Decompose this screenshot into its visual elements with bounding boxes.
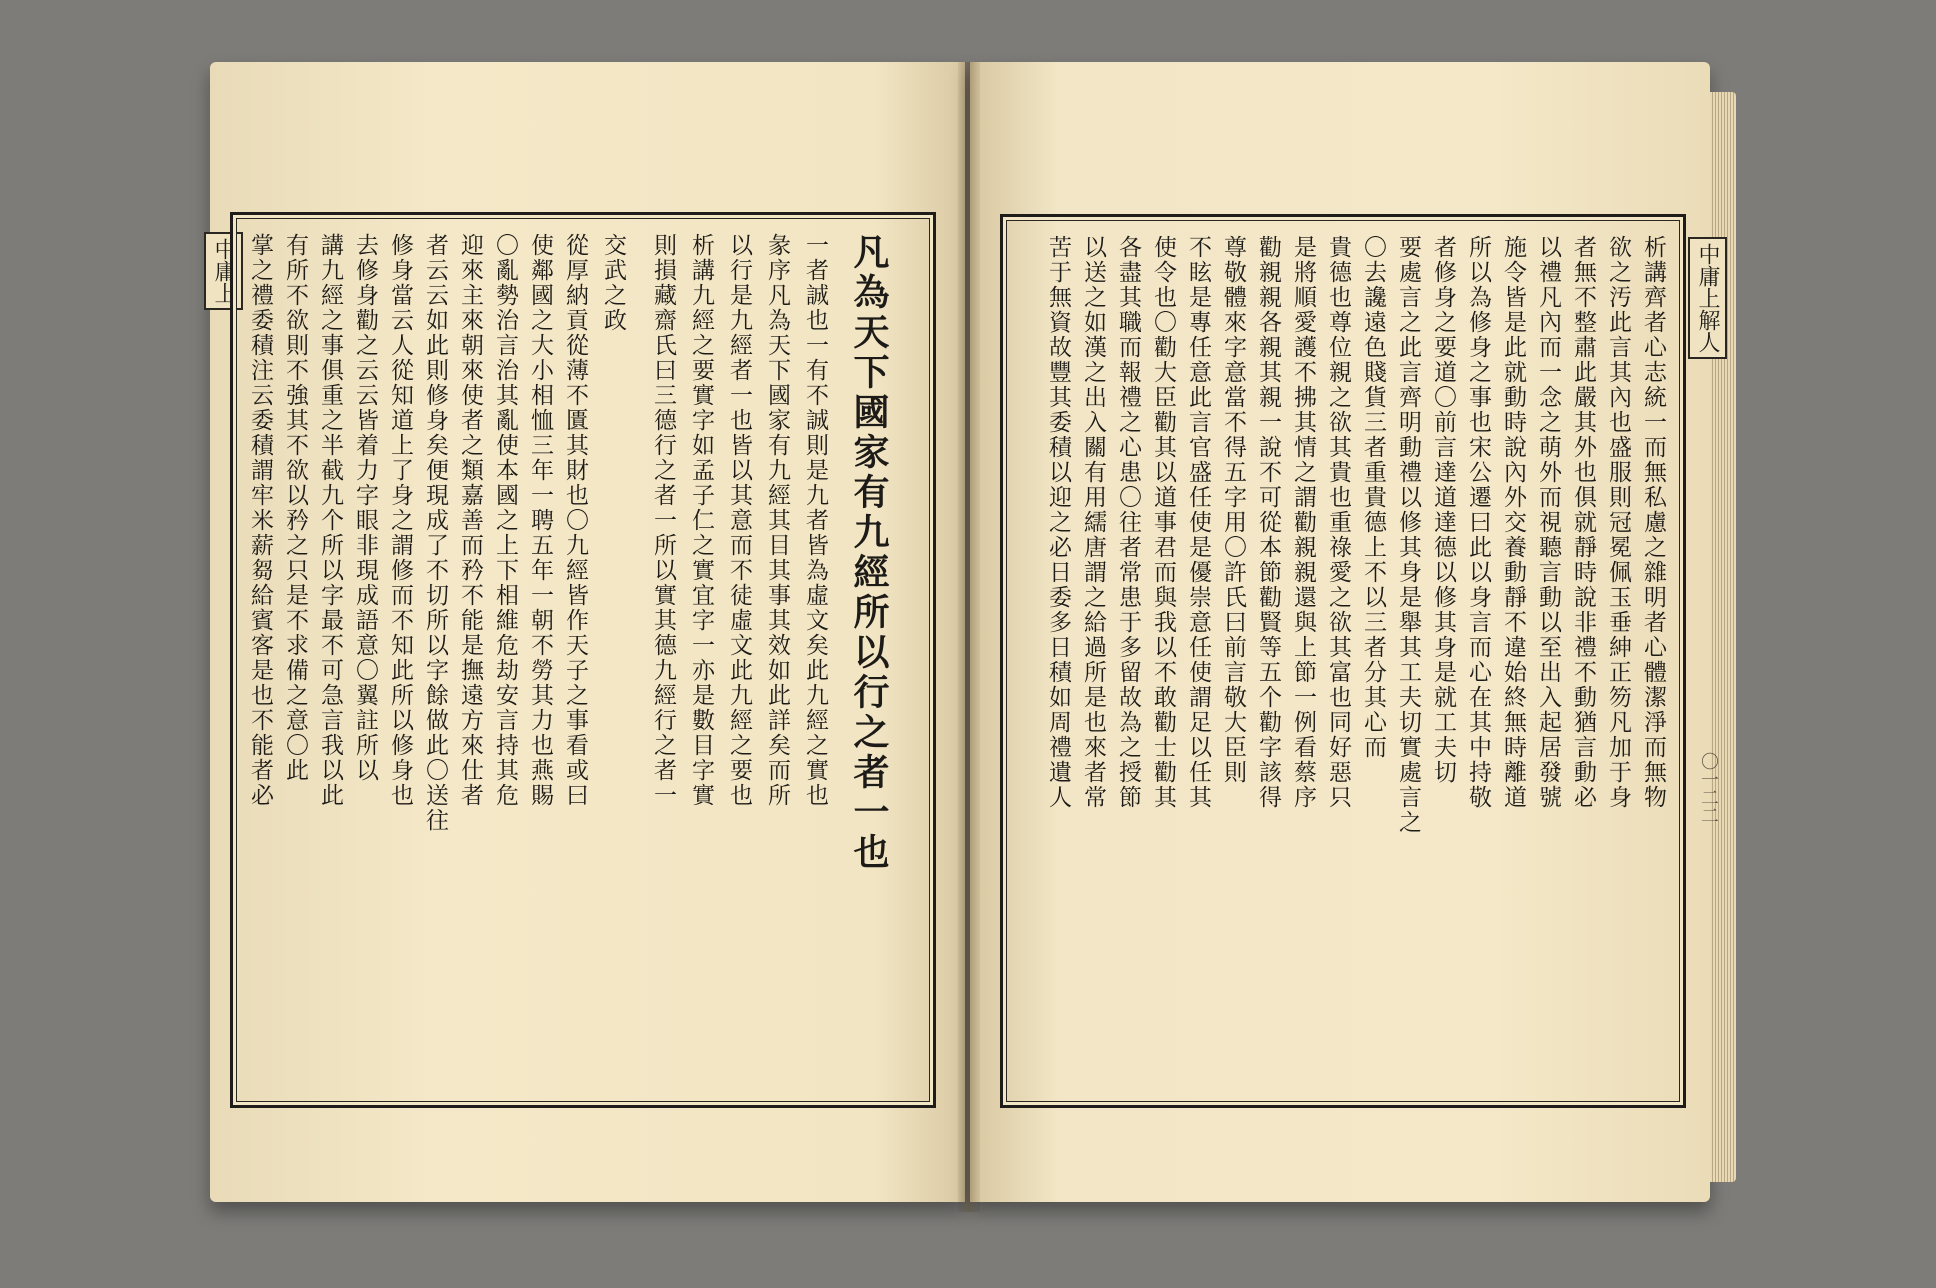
text-column: 施令皆是此就動時說內外交養動靜不違始終無時離道	[1500, 235, 1526, 810]
text-column: 使令也〇勸大臣勸其以道事君而與我以不敢勸士勸其	[1150, 235, 1176, 810]
text-column: 交武之政	[600, 233, 626, 333]
text-column: 各盡其職而報禮之心患〇往者常患于多留故為之授節	[1115, 235, 1141, 810]
text-column: 掌之禮委積注云委積謂牢米薪芻給賓客是也不能者必	[247, 233, 273, 808]
book-gutter	[958, 62, 980, 1212]
open-book	[210, 62, 1730, 1237]
right-page-tab: 中庸上解人	[1688, 237, 1727, 359]
text-column: 修身當云人從知道上了身之謂修而不知此所以修身也	[387, 233, 413, 808]
text-column: 貴德也尊位親之欲其貴也重祿愛之欲其富也同好惡只	[1325, 235, 1351, 810]
text-column: 〇去讒遠色賤貨三者重貴德上不以三者分其心而	[1360, 235, 1386, 760]
text-column: 者無不整肅此嚴其外也俱就靜時說非禮不動猶言動必	[1570, 235, 1596, 810]
text-column: 是將順愛護不拂其情之謂勸親親還與上節一例看蔡序	[1290, 235, 1316, 810]
text-column: 尊敬體來字意當不得五字用〇許氏曰前言敬大臣則	[1220, 235, 1246, 785]
text-column: 所以為修身之事也宋公遷曰此以身言而心在其中持敬	[1465, 235, 1491, 810]
text-column: 欲之汚此言其內也盛服則冠冕佩玉垂紳正笏凡加于身	[1605, 235, 1631, 810]
left-text-frame	[230, 212, 936, 1108]
text-column: 迎來主來朝來使者之類嘉善而矜不能是撫遠方來仕者	[457, 233, 483, 808]
text-column: 以送之如漢之出入關有用繻唐謂之給過所是也來者常	[1080, 235, 1106, 810]
text-column: 不眩是專任意此言官盛任使是優崇意任使謂足以任其	[1185, 235, 1211, 810]
text-column: 要處言之此言齊明動禮以修其身是舉其工夫切實處言之	[1395, 235, 1421, 835]
text-column: 去修身勸之云云皆着力字眼非現成語意〇翼註所以	[352, 233, 378, 783]
margin-stamp: 〇一二二	[1698, 752, 1719, 824]
text-column: 者云云如此則修身矣便現成了不切所以字餘做此〇送往	[422, 233, 448, 833]
text-column: 有所不欲則不強其不欲以矜之只是不求備之意〇此	[282, 233, 308, 783]
text-column: 苦于無資故豐其委積以迎之必日委多日積如周禮遺人	[1045, 235, 1071, 810]
text-column: 彖序凡為天下國家有九經其目其事其效如此詳矣而所	[764, 233, 790, 808]
text-column: 勸親親各親其親一說不可從本節勸賢等五个勸字該得	[1255, 235, 1281, 810]
text-column: 〇亂勢治言治其亂使本國之上下相維危劫安言持其危	[492, 233, 518, 808]
text-column: 析講九經之要實字如孟子仁之實宜字一亦是數目字實	[688, 233, 714, 808]
right-text-frame	[1000, 214, 1686, 1108]
text-column: 析講齊者心志統一而無私慮之雜明者心體潔淨而無物	[1640, 235, 1666, 810]
text-column: 使鄰國之大小相恤三年一聘五年一朝不勞其力也燕賜	[527, 233, 553, 808]
text-column: 以行是九經者一也皆以其意而不徒虛文此九經之要也	[726, 233, 752, 808]
text-column: 以禮凡內而一念之萌外而視聽言動以至出入起居發號	[1535, 235, 1561, 810]
left-page-tab: 中庸上	[204, 232, 243, 310]
text-column: 一者誠也一有不誠則是九者皆為虛文矣此九經之實也	[802, 233, 828, 808]
text-column: 從厚納貢從薄不匱其財也〇九經皆作天子之事看或曰	[562, 233, 588, 808]
section-heading: 凡為天下國家有九經所以行之者一也	[848, 233, 890, 873]
text-column: 講九經之事俱重之半截九个所以字最不可急言我以此	[317, 233, 343, 808]
text-column: 者修身之要道〇前言達道達德以修其身是就工夫切	[1430, 235, 1456, 785]
text-column: 則損藏齋氏曰三德行之者一所以實其德九經行之者一	[650, 233, 676, 808]
